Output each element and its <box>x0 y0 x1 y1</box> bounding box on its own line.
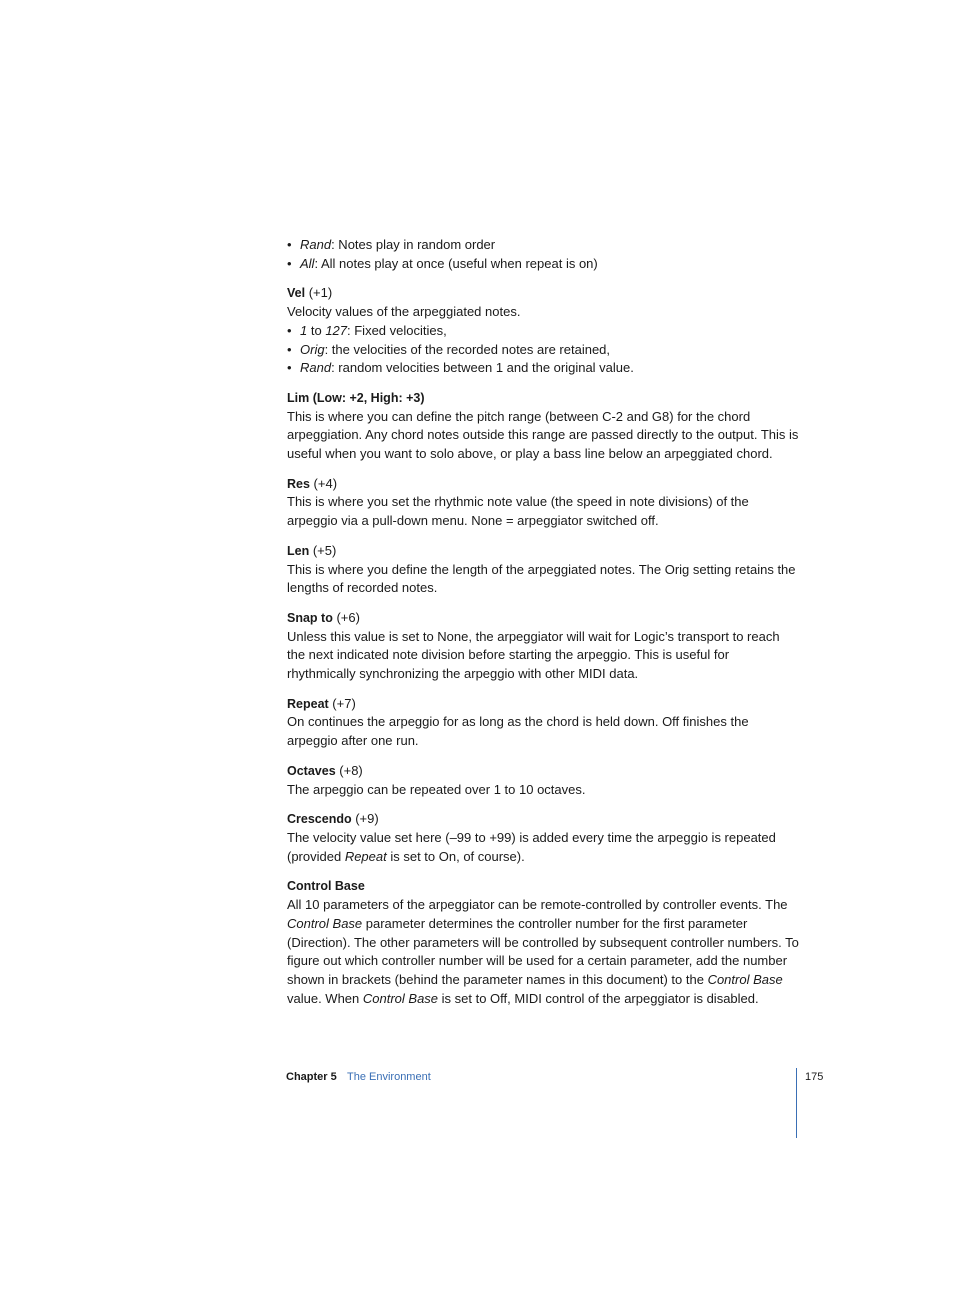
section-text: This is where you can define the pitch range (between C-2 and G8) for the chord arpeggiation. Any chord notes outside this range are passed directly to the output. This is useful when you want to solo above, or play a bass line below an arpeggiated chord. <box>287 408 799 462</box>
section-res <box>287 475 799 531</box>
section-text <box>287 829 799 866</box>
heading-title: Repeat <box>287 696 329 711</box>
heading-title: Snap to <box>287 610 333 625</box>
section-heading <box>287 810 799 829</box>
text-run: The velocity value set here (–99 to +99) is added every time the arpeggio is repeated (provided <box>287 829 776 864</box>
section-vel <box>287 284 799 378</box>
term: 1 <box>300 322 308 338</box>
section-repeat <box>287 695 799 751</box>
list-item <box>287 322 799 341</box>
chapter-label: Chapter 5 <box>286 1071 337 1083</box>
text-run: All 10 parameters of the arpeggiator can be remote-controlled by controller events. The <box>287 897 788 913</box>
item-text: : Notes play in random order <box>331 237 496 252</box>
term: 127 <box>325 322 348 338</box>
term: Rand <box>300 237 332 252</box>
item-text: : the velocities of the recorded notes are retained, <box>324 341 611 357</box>
bullet-list-mode <box>287 236 799 273</box>
section-heading <box>287 695 799 714</box>
term-joiner: to <box>307 322 326 338</box>
section-text: On continues the arpeggio for as long as the chord is held down. Off finishes the arpeggio after one run. <box>287 714 749 749</box>
text-run-italic: Control Base <box>707 971 783 987</box>
section-text: This is where you set the rhythmic note value (the speed in note divisions) of the arpeggio via a pull-down menu. None = arpeggiator switched off. <box>287 494 749 529</box>
section-heading <box>287 475 799 494</box>
heading-title: Len <box>287 543 310 558</box>
text-run-italic: Repeat <box>344 848 387 864</box>
section-text: Velocity values of the arpeggiated notes. <box>287 304 521 320</box>
text-run: is set to Off, MIDI control of the arpeggiator is disabled. <box>438 990 759 1006</box>
heading-title: Control Base <box>287 879 365 894</box>
text-run: is set to On, of course). <box>386 848 525 864</box>
term: Rand <box>300 360 332 376</box>
list-item <box>287 255 799 274</box>
heading-param: (+9) <box>351 811 379 827</box>
footer-divider <box>796 1068 797 1138</box>
text-run-italic: Control Base <box>287 915 363 931</box>
heading-title: Vel <box>287 286 306 301</box>
section-heading <box>287 542 799 561</box>
section-crescendo <box>287 810 799 866</box>
list-item <box>287 341 799 360</box>
section-snap-to <box>287 609 799 684</box>
chapter-title-link[interactable]: The Environment <box>347 1071 431 1083</box>
text-run: parameter determines the controller number for the first parameter (Direction). The other parameters will be controlled by subsequent controller numbers. To figure out which controller number will be used for a certain parameter, add the number shown in brackets (behind the parameter names in this document) to the <box>287 915 799 987</box>
section-text: Unless this value is set to None, the arpeggiator will wait for Logic’s transport to reach the next indicated note division before starting the arpeggio. This is useful for rhythmically synchronizing the arpeggio with other MIDI data. <box>287 628 780 682</box>
section-heading <box>287 389 799 408</box>
section-text <box>287 896 799 1008</box>
section-lim <box>287 389 799 464</box>
heading-title: Lim (Low: +2, High: +3) <box>287 390 425 405</box>
item-text: : random velocities between 1 and the original value. <box>331 360 634 376</box>
page-body <box>287 236 799 1008</box>
heading-param: (+8) <box>335 762 363 778</box>
section-heading <box>287 877 799 896</box>
page-number: 175 <box>805 1071 824 1083</box>
text-run-italic: Control Base <box>362 990 439 1006</box>
section-control-base <box>287 877 799 1008</box>
section-heading <box>287 284 799 303</box>
bullet-list-vel <box>287 322 799 378</box>
heading-param: (+5) <box>309 542 337 558</box>
item-text: : Fixed velocities, <box>347 322 447 338</box>
heading-title: Octaves <box>287 763 336 778</box>
section-octaves <box>287 762 799 799</box>
term: All <box>300 255 315 271</box>
section-len <box>287 542 799 598</box>
heading-title: Crescendo <box>287 812 352 827</box>
item-text: : All notes play at once (useful when repeat is on) <box>314 255 598 271</box>
section-heading <box>287 609 799 628</box>
term: Orig <box>300 341 325 357</box>
heading-param: (+4) <box>309 475 338 491</box>
text-run: value. When <box>287 990 363 1006</box>
heading-param: (+6) <box>332 609 360 625</box>
page-footer <box>286 1068 826 1148</box>
list-item <box>287 359 799 378</box>
section-text: This is where you define the length of the arpeggiated notes. The Orig setting retains the lengths of recorded notes. <box>287 561 796 596</box>
section-heading <box>287 762 799 781</box>
heading-title: Res <box>287 476 310 491</box>
list-item <box>287 236 799 255</box>
heading-param: (+7) <box>328 695 356 711</box>
section-text: The arpeggio can be repeated over 1 to 10 octaves. <box>287 781 586 797</box>
heading-param: (+1) <box>305 285 333 301</box>
